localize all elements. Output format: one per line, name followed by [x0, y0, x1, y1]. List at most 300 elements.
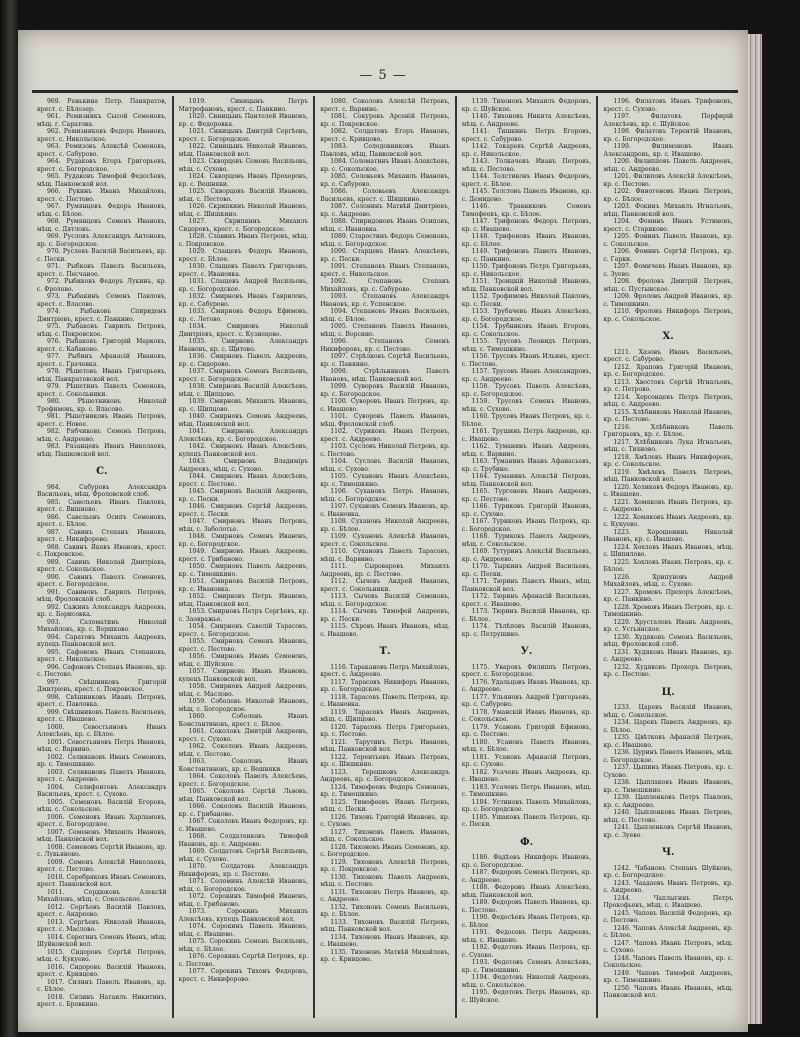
list-entry: 992. Сажинъ Александръ Андреевъ, кр. с. Борисовка.: [37, 603, 167, 618]
list-entry: 1230. Худяковъ Семенъ Васильевъ, мѣщ. Фроловской слоб.: [603, 633, 733, 648]
list-entry: 1050. Смирновъ Павелъ Андреевъ, кр. с. Тимошкино.: [178, 563, 309, 578]
list-entry: 1088. Спиридоновъ Иванъ Осиповъ, мѣщ. с. Ивановка.: [320, 218, 450, 233]
list-entry: 1060. Соболевъ Иванъ Константиновъ, крест. с. Бѣлое.: [178, 713, 309, 728]
list-entry: 1171. Тюринъ Павелъ Иванъ, мѣщ. Панковской вол.: [461, 578, 592, 593]
list-entry: 1014. Серегинъ Семенъ Иванъ, мѣщ. Шуйковской вол.: [37, 933, 167, 948]
list-entry: 1106. Сухановъ Петръ Ивановъ, мѣщ. с. Богородское.: [320, 488, 450, 503]
list-entry: 1131. Тихоновъ Петръ Ивановъ, кр. с. Андреево.: [320, 888, 450, 903]
list-entry: 1003. Селивановъ Павелъ Ивановъ, крест. с. Андреево.: [37, 768, 167, 783]
list-entry: 1026. Скрипкинъ Николай Ивановъ, мѣщ. с. Шишкино.: [178, 203, 309, 218]
list-entry: 1095. Степановъ Павелъ Ивановъ, мѣщ. с. Ворсино.: [320, 323, 450, 338]
list-entry: 1195. Федотовъ Петръ Ивановъ, кр. с. Шуйское.: [461, 989, 592, 1004]
list-entry: 1053. Смирновъ Петръ Сергѣевъ, кр. с. Заовражье.: [178, 608, 309, 623]
list-entry: 964. Рудаковъ Егоръ Григорьевъ, крест. с. Богородское.: [37, 158, 167, 173]
list-entry: 1101. Суворовъ Павелъ Ивановъ, мѣщ. Фроловской слоб.: [320, 413, 450, 428]
list-entry: 1019. Синицынъ Петръ Митрофановъ, крест. с. Панкино.: [178, 98, 309, 113]
list-entry: 1219. Хмѣлевъ Павелъ Петровъ, мѣщ. Панковской вол.: [603, 468, 733, 483]
list-entry: 1142. Токаревъ Сергѣй Андреевъ, кр. с. Никольское.: [461, 143, 592, 158]
columns-container: [32, 96, 738, 1018]
list-entry: 1117. Тарасовъ Никифоръ Ивановъ, кр. с. Богородское.: [320, 678, 450, 693]
list-entry: 1048. Смирновъ Семенъ Ивановъ, кр. с. Богородское.: [178, 533, 309, 548]
list-entry: 1104. Сусловъ Василій Ивановъ, мѣщ. с. Сухово.: [320, 458, 450, 473]
list-entry: 1010. Серебряковъ Иванъ Семеновъ, крест. Панковской вол.: [37, 873, 167, 888]
list-entry: 1216. Хлѣбниковъ Павелъ Григорьевъ, кр. с. Бѣлое.: [603, 423, 733, 438]
list-entry: 1223. Хорошенинъ Николай Ивановъ, кр. с. Ивашево.: [603, 528, 733, 543]
list-entry: 967. Румянцевъ Федоръ Ивановъ, мѣщ. с. Бѣлое.: [37, 203, 167, 218]
list-entry: 1000. Севостьяновъ Иванъ Алексѣевъ, кр. с. Бѣлое.: [37, 723, 167, 738]
list-entry: 1170. Тыркинъ Андрей Васильевъ, кр. с. Пески.: [461, 563, 592, 578]
list-entry: 1062. Соколовъ Иванъ Андреевъ, мѣщ. с. Пестово.: [178, 743, 309, 758]
list-entry: 969. Ренькина Петр. Панкратов, крест. с. Бѣлозер.: [37, 98, 167, 113]
list-entry: 1089. Старостинъ Федоръ Семеновъ, мѣщ. с. Богородское.: [320, 233, 450, 248]
list-entry: 1174. Тѣлѣповъ Василій Ивановъ, кр. с. Петрушино.: [461, 623, 592, 638]
list-entry: 1203. Фокинъ Михаилъ Игнатьевъ, мѣщ. Панковской вол.: [603, 203, 733, 218]
list-entry: 981. Рѣшетниковъ Иванъ Петровъ, крест. с. Новое.: [37, 413, 167, 428]
list-entry: 1039. Смирновъ Михаилъ Ивановъ, кр. с. Щипцово.: [178, 398, 309, 413]
list-entry: 1198. Филатовъ Терентій Ивановъ, кр. с. Богородское.: [603, 128, 733, 143]
column-4: [457, 96, 599, 1018]
list-entry: 1127. Тихоновъ Павелъ Ивановъ, мѣщ. с. Сокольское.: [320, 828, 450, 843]
list-entry: 987. Савинъ Степанъ Ивановъ, крест. с. Никифорово.: [37, 528, 167, 543]
list-entry: 1176. Удальцовъ Иванъ Ивановъ, кр. с. Андреево.: [461, 678, 592, 693]
list-entry: 1074. Сорокинъ Павелъ Ивановъ, мѣщ. с. Ивашево.: [178, 923, 309, 938]
list-entry: 1245. Чаповъ Василій Федоровъ, кр. с. Пестово.: [603, 909, 733, 924]
list-entry: 1049. Смирновъ Иванъ Андреевъ, крест. с. Грибаново.: [178, 548, 309, 563]
list-entry: 1158. Трусовъ Павелъ Алексѣевъ, кр. с. Богородское.: [461, 383, 592, 398]
list-entry: 1041. Смирновъ Александръ Алексѣевъ, кр. с. Богородское.: [178, 428, 309, 443]
list-entry: 963. Ремизовъ Алексѣй Семеновъ, крест. с. Сабурово.: [37, 143, 167, 158]
list-entry: 1139. Тихоновъ Михаилъ Федоровъ, кр. с. Шуйское.: [461, 98, 592, 113]
list-entry: 1061. Соколовъ Дмитрій Андреевъ, крест. с. Сухово.: [178, 728, 309, 743]
list-entry: 994. Саратовъ Михаилъ Андреевъ, купецъ Панковской вол.: [37, 633, 167, 648]
list-entry: 1110. Сухановъ Павелъ Тарасовъ, мѣщ. с. Варвино.: [320, 548, 450, 563]
book-binding: [0, 0, 18, 1037]
list-entry: 1144. Толстиковъ Иванъ Федоровъ, крест. с. Бѣлое.: [461, 173, 592, 188]
list-entry: 1063. Соколовъ Иванъ Константиновъ, кр. с. Вешняки.: [178, 758, 309, 773]
list-entry: 982. Рябчиковъ Семенъ Петровъ, мѣщ. с. Андреево.: [37, 428, 167, 443]
list-entry: 1128. Тихоновъ Иванъ Семеновъ, кр. с. Богородское.: [320, 843, 450, 858]
list-entry: 1205. Фоминъ Павелъ Ивановъ, кр. с. Сокольское.: [603, 233, 733, 248]
list-entry: 1201. Филиповъ Алексѣй Алексѣевъ, кр. с. Пестово.: [603, 173, 733, 188]
list-entry: 986. Савельевъ Осипъ Семеновъ, крест. с. Бѣлое.: [37, 513, 167, 528]
list-entry: 1100. Суворовъ Иванъ Петровъ, кр. с. Ивашево.: [320, 398, 450, 413]
list-entry: 1210. Фроловъ Никифоръ Петровъ, кр. с. Сокольское.: [603, 308, 733, 323]
list-entry: 1235. Цвѣтковъ Афанасій Петровъ, кр. с. Ивашево.: [603, 734, 733, 749]
list-entry: 1098. Стрѣльниковъ Павелъ Ивановъ, мѣщ. Панковской вол.: [320, 368, 450, 383]
list-entry: 972. Рыбиковъ Федоръ Лукинъ, кр. с. Фролово.: [37, 278, 167, 293]
list-entry: 1021. Синицынъ Дмитрій Сергѣевъ, крест. с. Богородское.: [178, 128, 309, 143]
list-entry: 1071. Соломинъ Алексѣй Ивановъ, мѣщ. с. Богородское.: [178, 878, 309, 893]
list-entry: 1065. Соколовъ Сергѣй Львовъ, мѣщ. Панковской вол.: [178, 788, 309, 803]
list-entry: 1204. Фоминъ Иванъ Устиновъ, крест. с. Стариково.: [603, 218, 733, 233]
list-entry: 1150. Трифоновъ Петръ Григорьевъ, кр. с. Никольское.: [461, 263, 592, 278]
list-entry: 1153. Трубачевъ Иванъ Алексѣевъ, кр. с. Богородское.: [461, 308, 592, 323]
list-entry: 1055. Смирновъ Семенъ Ивановъ, крест. с. Пестово.: [178, 638, 309, 653]
list-entry: 1242. Чабановъ Степанъ Шуйковъ, кр. с. Богородское.: [603, 864, 733, 879]
list-entry: 1094. Степановъ Иванъ Васильевъ, мѣщ. с. Бѣлое.: [320, 308, 450, 323]
list-entry: 1038. Смирновъ Василій Алексѣевъ, мѣщ. с. Щипцово.: [178, 383, 309, 398]
list-entry: 1161. Трушинъ Петръ Андреевъ, кр. с. Ивашево.: [461, 428, 592, 443]
list-entry: 1069. Солдатовъ Сергѣй Васильевъ, мѣщ. с. Сухово.: [178, 848, 309, 863]
list-entry: 961. Ремизникъ Сысой Семеновъ, мѣщ. г. Саратова.: [37, 113, 167, 128]
list-entry: 970. Руслевъ Василій Васильевъ, кр. с. Пески.: [37, 248, 167, 263]
list-entry: 1087. Солонинъ Матвѣй Дмитріевъ, кр. с. Андреево.: [320, 203, 450, 218]
section-letter: Т.: [379, 646, 391, 657]
list-entry: 1006. Семеновъ Иванъ Харламовъ, крест. с. Богородское.: [37, 813, 167, 828]
list-entry: 1022. Синицынъ Николай Ивановъ, мѣщ. Панковской вол.: [178, 143, 309, 158]
list-entry: 976. Рыбаковъ Григорій Марковъ, крест. с. Кабаново.: [37, 338, 167, 353]
list-entry: 1115. Сѣровъ Иванъ Ивановъ, мѣщ. с. Ивашево.: [320, 623, 450, 638]
list-entry: 1073. Сорокинъ Михаилъ Алексѣевъ, купецъ Панковской вол.: [178, 908, 309, 923]
list-entry: 1202. Финогеновъ Иванъ Петровъ, кр. с. Бѣлое.: [603, 188, 733, 203]
column-5: [598, 96, 738, 1018]
list-entry: 1082. Солдатовъ Егоръ Ивановъ, крест. с. Кривцово.: [320, 128, 450, 143]
list-entry: 1113. Сычевъ Василій Семеновъ, мѣщ. с. Богородское.: [320, 593, 450, 608]
list-entry: 1249. Чаповъ Тимофей Андреевъ, кр. с. Тимошкино.: [603, 969, 733, 984]
list-entry: 1075. Сорокинъ Семенъ Васильевъ, мѣщ. с. Бѣлое.: [178, 938, 309, 953]
list-entry: 1032. Смирновъ Иванъ Гавриловъ, кр. с. Сабурово.: [178, 293, 309, 308]
list-entry: 1029. Слащевъ Федоръ Ивановъ, крест. с. Бѣлое.: [178, 248, 309, 263]
list-entry: 1122. Терентьевъ Иванъ Петровъ, кр. с. Шишкино.: [320, 753, 450, 768]
list-entry: 1072. Сорокинъ Тимофей Ивановъ, мѣщ. с. Грибаново.: [178, 893, 309, 908]
list-entry: 1179. Усановъ Григорій Ефимовъ, кр. с. Пестово.: [461, 723, 592, 738]
list-entry: 1208. Фроловъ Дмитрій Петровъ, мѣщ. с. Пустынское.: [603, 278, 733, 293]
header-rule: [32, 90, 738, 93]
list-entry: 1151. Троицкій Николай Ивановъ, мѣщ. Панковской вол.: [461, 278, 592, 293]
list-entry: 1189. Федоровъ Павелъ Ивановъ, кр. с. Пестово.: [461, 899, 592, 914]
list-entry: 1141. Тишкинъ Петръ Егоровъ, крест. с. Сабурово.: [461, 128, 592, 143]
list-entry: 1120. Тарасовъ Петръ Григорьевъ, кр. с. Пестово.: [320, 723, 450, 738]
list-entry: 1157. Трусовъ Иванъ Александровъ, кр. с. Андреево.: [461, 368, 592, 383]
list-entry: 1162. Туманинъ Иванъ Андреевъ, мѣщ. с. Варвино.: [461, 443, 592, 458]
list-entry: 962. Ремизниковъ Федоръ Ивановъ, крест. с. Никольское.: [37, 128, 167, 143]
list-entry: 979. Рѣшетинъ Павелъ Семеновъ, крест. с. Сокольники.: [37, 383, 167, 398]
list-entry: 1199. Филимоновъ Иванъ Александровъ, кр. с. Ивашево.: [603, 143, 733, 158]
list-entry: 1172. Тюринъ Афанасій Васильевъ, крест. с. Ивашево.: [461, 593, 592, 608]
list-entry: 1011. Сердюковъ Алексѣй Михайловъ, мѣщ. с. Сокольское.: [37, 888, 167, 903]
list-entry: 978. Рѣшетовъ Иванъ Григорьевъ, мѣщ. Панкратовской вол.: [37, 368, 167, 383]
list-entry: 985. Савельевъ Иванъ Павловъ, крест. с. Вишнево.: [37, 498, 167, 513]
list-entry: 1149. Трифоновъ Павелъ Ивановъ, кр. с. Панкино.: [461, 248, 592, 263]
list-entry: 1178. Уманскій Иванъ Ивановъ, кр. с. Сокольское.: [461, 708, 592, 723]
list-entry: 997. Свѣшниковъ Григорій Дмитріевъ, крест. с. Покровское.: [37, 678, 167, 693]
list-entry: 1186. Фадѣевъ Никифоръ Ивановъ, кр. с. Богородское.: [461, 854, 592, 869]
list-entry: 1102. Суриковъ Иванъ Петровъ, крест. с. Андреево.: [320, 428, 450, 443]
list-entry: 1056. Смирновъ Иванъ Семеновъ, мѣщ. с. Шуйское.: [178, 653, 309, 668]
list-entry: 1105. Сухановъ Иванъ Алексѣевъ, кр. с. Тимошкино.: [320, 473, 450, 488]
list-entry: 1184. Устиновъ Павелъ Михайловъ, кр. с. Богородское.: [461, 798, 592, 813]
list-entry: 1246. Чаповъ Алексѣй Андреевъ, кр. с. Бѣлое.: [603, 924, 733, 939]
list-entry: 1035. Смирновъ Александръ Ивановъ, кр. с. Щитово.: [178, 338, 309, 353]
list-entry: 1197. Филатовъ Порфирій Алексѣевъ, кр. с. Шуйское.: [603, 113, 733, 128]
list-entry: 988. Савинъ Яковъ Ивановъ, крест. с. Покровское.: [37, 543, 167, 558]
list-entry: 1192. Федотовъ Иванъ Петровъ, кр. с. Сухово.: [461, 944, 592, 959]
section-letter: Ч.: [661, 847, 675, 858]
section-letter: С.: [96, 466, 108, 477]
list-entry: 1121. Тарутинъ Петръ Ивановъ, мѣщ. Панковской вол.: [320, 738, 450, 753]
list-entry: 974. Рыбаковъ Спиридонъ Дмитріевъ, крест. с. Панкино.: [37, 308, 167, 323]
list-entry: 1058. Смирновъ Андрей Андреевъ, мѣщ. с. Маслово.: [178, 683, 309, 698]
list-entry: 1135. Тихоновъ Матвѣй Михайловъ, кр. с. Кривцово.: [320, 948, 450, 963]
list-entry: 1167. Туриковъ Иванъ Петровъ, кр. с. Богородское.: [461, 518, 592, 533]
list-entry: 1152. Трофимовъ Николай Павловъ, кр. с. Пески.: [461, 293, 592, 308]
list-entry: 1007. Семеновъ Михаилъ Ивановъ, мѣщ. Панковской вол.: [37, 828, 167, 843]
list-entry: 1064. Соколовъ Павелъ Алексѣевъ, крест. с. Богородское.: [178, 773, 309, 788]
list-entry: 1243. Чаадаевъ Иванъ Петровъ, кр. с. Андреево.: [603, 879, 733, 894]
list-entry: 1130. Тихоновъ Павелъ Андреевъ, мѣщ. с. Пестово.: [320, 873, 450, 888]
list-entry: 965. Рудаковъ Тимофей Федосѣевъ, мѣщ. Панковской вол.: [37, 173, 167, 188]
list-entry: 1107. Сухановъ Семенъ Ивановъ, кр. с. Ивановка.: [320, 503, 450, 518]
list-entry: 1126. Тиховъ Григорій Ивановъ, кр. с. Сухово.: [320, 813, 450, 828]
list-entry: 1023. Скворцовъ Семенъ Васильевъ, мѣщ. с. Сухово.: [178, 158, 309, 173]
list-entry: 1200. Филипповъ Павелъ Андреевъ, мѣщ. с. Андреево.: [603, 158, 733, 173]
list-entry: 1155. Трусовъ Леонидъ Петровъ, мѣщ. с. Тимошкино.: [461, 338, 592, 353]
section-letter: Ф.: [520, 836, 534, 848]
list-entry: 1196. Филатовъ Иванъ Трифоновъ, крест. с. Сухово.: [603, 98, 733, 113]
list-entry: 1209. Фроловъ Андрей Ивановъ, кр. с. Тимошкино.: [603, 293, 733, 308]
list-entry: 1097. Стрѣлковъ Сергѣй Васильевъ, кр. с. Панкино.: [320, 353, 450, 368]
list-entry: 1034. Смирновъ Николай Дмитріевъ, крест. с. Кузнецово.: [178, 323, 309, 338]
list-entry: 1054. Смирновъ Савелій Тарасовъ, крест. с. Богородское.: [178, 623, 309, 638]
list-entry: 1183. Усачевъ Петръ Ивановъ, мѣщ. с. Тимошкино.: [461, 783, 592, 798]
list-entry: 1232. Худяковъ Прохоръ Петровъ, кр. с. Пестово.: [603, 663, 733, 678]
list-entry: 973. Рыбакинъ Семенъ Павловъ, крест. с. Власово.: [37, 293, 167, 308]
list-entry: 1085. Соловьевъ Михаилъ Ивановъ, кр. с. Сабурово.: [320, 173, 450, 188]
list-entry: 1143. Толкачевъ Иванъ Петровъ, мѣщ. с. Пестово.: [461, 158, 592, 173]
list-entry: 1237. Цыпинъ Иванъ Петровъ, кр. с. Сухово.: [603, 764, 733, 779]
list-entry: 1099. Суворовъ Василій Ивановъ, кр. с. Богородское.: [320, 383, 450, 398]
list-entry: 1119. Тарасовъ Иванъ Андреевъ, мѣщ. с. Щипцово.: [320, 708, 450, 723]
list-entry: 1028. Славинъ Иванъ Петровъ, мѣщ. с. Покровское.: [178, 233, 309, 248]
list-entry: 1187. Федоровъ Семенъ Петровъ, кр. с. Андреево.: [461, 869, 592, 884]
list-entry: 969. Русловъ Александръ Антоновъ, кр. с. Богородское.: [37, 233, 167, 248]
list-entry: 996. Сафоновъ Степанъ Ивановъ, кр. с. Пестово.: [37, 663, 167, 678]
column-1: [32, 96, 174, 1018]
list-entry: 1009. Семенъ Алексѣй Николаевъ, крест. с. Пестово.: [37, 858, 167, 873]
list-entry: 1015. Сидоровъ Сергѣй Петровъ, мѣщ. с. Кукуево.: [37, 948, 167, 963]
list-entry: 1129. Тихоновъ Алексѣй Петровъ, кр. с. Покровское.: [320, 858, 450, 873]
list-entry: 1173. Тюринъ Василій Ивановъ, кр. с. Бѣлое.: [461, 608, 592, 623]
list-entry: 1146. Травниковъ Семенъ Тимофеевъ, кр. с. Бѣлое.: [461, 203, 592, 218]
list-entry: 1194. Федотовъ Николай Андреевъ, мѣщ. с. Сокольское.: [461, 974, 592, 989]
list-entry: 1020. Синицынъ Пантелей Ивановъ, кр. с. Федоровка.: [178, 113, 309, 128]
page-edge: [748, 34, 762, 1024]
list-entry: 1027. Скрипкинъ Михаилъ Сидоровъ, крест. с. Богородское.: [178, 218, 309, 233]
list-entry: 1182. Усачевъ Иванъ Андреевъ, кр. с. Ивашево.: [461, 768, 592, 783]
list-entry: 984. Сабуровъ Александръ Васильевъ, мѣщ. Фроловской слоб.: [37, 483, 167, 498]
list-entry: 990. Савинъ Павелъ Семеновъ, крест. с. Богородское.: [37, 573, 167, 588]
list-entry: 977. Рыбинъ Афанасій Ивановъ, крест. с. Грачевка.: [37, 353, 167, 368]
list-entry: 1222. Хомяковъ Иванъ Андреевъ, кр. с. Кукуево.: [603, 513, 733, 528]
list-entry: 1213. Хвостовъ Сергѣй Игнатьевъ, кр. с. Петрово.: [603, 378, 733, 393]
list-entry: 1044. Смирновъ Иванъ Алексѣевъ, крест. с. Пестово.: [178, 473, 309, 488]
list-entry: 1076. Сорокинъ Сергѣй Петровъ, кр. с. Пестово.: [178, 953, 309, 968]
list-entry: 998. Свѣшниковъ Иванъ Петровъ, крест. с. Павловка.: [37, 693, 167, 708]
list-entry: 1169. Тутуринъ Алексѣй Васильевъ, кр. с. Андреево.: [461, 548, 592, 563]
list-entry: 1004. Селифонтовъ Александръ Васильевъ, крест. с. Сухово.: [37, 783, 167, 798]
list-entry: 1016. Сидоровъ Василій Ивановъ, крест. с. Кривцово.: [37, 963, 167, 978]
list-entry: 1096. Степановъ Семенъ Никифоровъ, кр. с. Пестово.: [320, 338, 450, 353]
list-entry: 975. Рыбаковъ Гаврилъ Петровъ, мѣщ. с. Покровское.: [37, 323, 167, 338]
list-entry: 993. Саломатинъ Николай Михайловъ, кр. с. Вершково.: [37, 618, 167, 633]
list-entry: 1013. Сергѣевъ Николай Ивановъ, крест. с. Маслово.: [37, 918, 167, 933]
list-entry: 1191. Федосовъ Петръ Андреевъ, мѣщ. с. Ивашево.: [461, 929, 592, 944]
column-2: [174, 96, 316, 1018]
list-entry: 1163. Туманинъ Иванъ Афанасьевъ, кр. с. Трубино.: [461, 458, 592, 473]
list-entry: 1145. Толстовъ Павелъ Ивановъ, кр. с. Демидово.: [461, 188, 592, 203]
list-entry: 1217. Хлѣбниковъ Лука Игнатьевъ, мѣщ. с. Тихново.: [603, 438, 733, 453]
list-entry: 1240. Цыпленковъ Иванъ Петровъ, мѣщ. с. Пестово.: [603, 809, 733, 824]
list-entry: 1018. Силинъ Натаилъ Никитинъ, крест. с. Бровкино.: [37, 993, 167, 1008]
list-entry: 1001. Севостьяновъ Петръ Ивановъ, мѣщ. с. Варвино.: [37, 738, 167, 753]
list-entry: 1043. Смирновъ Владиміръ Андреевъ, мѣщ. с. Сухово.: [178, 458, 309, 473]
list-entry: 1025. Скворцовъ Василій Ивановъ, мѣщ. с. Пестово.: [178, 188, 309, 203]
list-entry: 980. Рѣшетниковъ Николай Трофимовъ, кр. с. Власово.: [37, 398, 167, 413]
list-entry: 1092. Степановъ Степанъ Михайловъ, кр. с. Сабурово.: [320, 278, 450, 293]
list-entry: 1116. Таракановъ Петръ Михайловъ, крест. с. Андреево.: [320, 663, 450, 678]
list-entry: 1134. Тихоновъ Иванъ Ивановъ, кр. с. Ивашево.: [320, 933, 450, 948]
list-entry: 1140. Тихоновъ Никита Алексѣевъ, мѣщ. с. Андреево.: [461, 113, 592, 128]
list-entry: 1164. Туманинъ Алексѣй Петровъ, мѣщ. Панковской вол.: [461, 473, 592, 488]
list-entry: 1033. Смирновъ Федоръ Ефимовъ, кр. с. Летово.: [178, 308, 309, 323]
list-entry: 1040. Смирновъ Семенъ Андреевъ, мѣщ. Панковской вол.: [178, 413, 309, 428]
list-entry: 1012. Сергѣевъ Василій Павловъ, крест. с. Андреево.: [37, 903, 167, 918]
list-entry: 1031. Слащевъ Андрей Васильевъ, кр. с. Богородское.: [178, 278, 309, 293]
list-entry: 966. Рукинъ Иванъ Михайловъ, крест. с. Пестово.: [37, 188, 167, 203]
list-entry: 1123. Терешковъ Александръ Андреевъ, кр. с. Богородское.: [320, 768, 450, 783]
list-entry: 1114. Сычевъ Тимофей Андреевъ, кр. с. Пески.: [320, 608, 450, 623]
list-entry: 1181. Усановъ Афанасій Петровъ, кр. с. Сухово.: [461, 753, 592, 768]
list-entry: 1045. Смирновъ Василій Андреевъ, кр. с. Пески.: [178, 488, 309, 503]
section-letter: Ц.: [661, 686, 675, 698]
list-entry: 1086. Соловьевъ Александръ Васильевъ, крест. с. Шишкино.: [320, 188, 450, 203]
page-number: — 5 —: [359, 68, 407, 83]
list-entry: 1051. Смирновъ Василій Петровъ, кр. с. Ивановка.: [178, 578, 309, 593]
list-entry: 1175. Уваровъ Филиппъ Петровъ, крест. с. Богородское.: [461, 663, 592, 678]
list-entry: 1241. Цыпленковъ Сергѣй Ивановъ, кр. с. Зуево.: [603, 824, 733, 839]
list-entry: 1068. Солдатенковъ Тимофей Ивановъ, кр. с. Андреево.: [178, 833, 309, 848]
list-entry: 1002. Селивановъ Иванъ Семеновъ, кр. с. Тимошкино.: [37, 753, 167, 768]
list-entry: 1118. Тарасовъ Павелъ Петровъ, кр. с. Ивановка.: [320, 693, 450, 708]
list-entry: 1103. Сусловъ Николай Петровъ, кр. с. Пестово.: [320, 443, 450, 458]
column-3: [315, 96, 457, 1018]
list-entry: 1057. Смирновъ Иванъ Ивановъ, купецъ Панковской вол.: [178, 668, 309, 683]
list-entry: 1125. Тимофеевъ Иванъ Петровъ, мѣщ. с. Пески.: [320, 798, 450, 813]
list-entry: 1166. Туриковъ Григорій Ивановъ, кр. с. Сухово.: [461, 503, 592, 518]
list-entry: 1147. Трифоновъ Федоръ Петровъ, кр. с. Ивашево.: [461, 218, 592, 233]
list-entry: 1193. Федотовъ Семенъ Алексѣевъ, кр. с. Тимошкино.: [461, 959, 592, 974]
list-entry: 1206. Фоминъ Сергѣй Петровъ, кр. с. Гарки.: [603, 248, 733, 263]
list-entry: 989. Савинъ Николай Дмитріевъ, крест. с. Сокольское.: [37, 558, 167, 573]
list-entry: 1108. Сухановъ Николай Андреевъ, кр. с. Бѣлое.: [320, 518, 450, 533]
list-entry: 1112. Сычевъ Андрей Ивановъ, крест. с. Сокольники.: [320, 578, 450, 593]
list-entry: 1109. Сухановъ Алексѣй Ивановъ, крест. с. Сокольское.: [320, 533, 450, 548]
list-entry: 1008. Семеновъ Сергѣй Ивановъ, кр. с. Лукьяново.: [37, 843, 167, 858]
list-entry: 1228. Хромовъ Иванъ Петровъ, кр. с. Тимошкино.: [603, 603, 733, 618]
list-entry: 1250. Чаповъ Иванъ Ивановъ, мѣщ. Панковской вол.: [603, 984, 733, 999]
list-entry: 995. Сафоновъ Иванъ Степановъ, крест. с. Никольское.: [37, 648, 167, 663]
list-entry: 1218. Хмѣлевъ Иванъ Никифоровъ, кр. с. Сокольское.: [603, 453, 733, 468]
list-entry: 1227. Хромовъ Прохоръ Алексѣевъ, кр. с. Панкино.: [603, 588, 733, 603]
list-entry: 1046. Смирновъ Сергѣй Андреевъ, крест. с. Пески.: [178, 503, 309, 518]
list-entry: 1059. Соболевъ Николай Ивановъ, мѣщ. с. Богородское.: [178, 698, 309, 713]
list-entry: 1133. Тихоновъ Василій Петровъ, мѣщ. Панковской вол.: [320, 918, 450, 933]
section-letter: Х.: [662, 331, 674, 342]
list-entry: 1211. Хазовъ Иванъ Васильевъ, крест. с. Сабурово.: [603, 348, 733, 363]
list-entry: 983. Рязанцевъ Иванъ Николаевъ, мѣщ. Пашковской вол.: [37, 443, 167, 458]
list-entry: 1005. Семеновъ Василій Егоровъ, мѣщ. с. Сокольское.: [37, 798, 167, 813]
list-entry: 999. Свѣшниковъ Павелъ Васильевъ, крест. с. Ивашево.: [37, 708, 167, 723]
list-entry: 1188. Федоровъ Иванъ Алексѣевъ, мѣщ. Панковской вол.: [461, 884, 592, 899]
list-entry: 1067. Соколовъ Иванъ Федоровъ, кр. с. Ивашево.: [178, 818, 309, 833]
list-entry: 1052. Смирновъ Петръ Ивановъ, мѣщ. Панковской вол.: [178, 593, 309, 608]
list-entry: 1165. Тургеневъ Иванъ Андреевъ, кр. с. Пестово.: [461, 488, 592, 503]
list-entry: 1124. Тимофеевъ Федоръ Семеновъ, кр. с. Тимошкино.: [320, 783, 450, 798]
list-entry: 1037. Смирновъ Семенъ Васильевъ, крест. с. Богородское.: [178, 368, 309, 383]
list-entry: 1212. Храповъ Григорій Ивановъ, кр. с. Богородское.: [603, 363, 733, 378]
list-entry: 1168. Туриковъ Павелъ Андреевъ, мѣщ. с. Сокольское.: [461, 533, 592, 548]
list-entry: 1083. Солодовниковъ Иванъ Павловъ, мѣщ. Панковской вол.: [320, 143, 450, 158]
list-entry: 1236. Цуринъ Павелъ Ивановъ, мѣщ. с. Богородское.: [603, 749, 733, 764]
list-entry: 1066. Соколовъ Василій Ивановъ, кр. с. Грибаново.: [178, 803, 309, 818]
list-entry: 1070. Солдатовъ Александръ Никифоровъ, кр. с. Пестово.: [178, 863, 309, 878]
list-entry: 1221. Хомяковъ Иванъ Петровъ, кр. с. Андреево.: [603, 498, 733, 513]
list-entry: 1185. Ушаковъ Павелъ Петровъ, кр. с. Пески.: [461, 813, 592, 828]
list-entry: 1244. Чаплыгинъ Петръ Прокофьевъ, мѣщ. с. Ивашево.: [603, 894, 733, 909]
list-entry: 1226. Хрипуновъ Андрей Михайловъ, мѣщ. с. Сухово.: [603, 573, 733, 588]
list-entry: 1177. Ульяновъ Андрей Григорьевъ, кр. с. Сабурово.: [461, 693, 592, 708]
list-entry: 1248. Чаповъ Павелъ Ивановъ, кр. с. Сокольское.: [603, 954, 733, 969]
list-entry: 991. Савиновъ Гаврилъ Петровъ, мѣщ. Фроловской слоб.: [37, 588, 167, 603]
list-entry: 1093. Степановъ Александръ Ивановъ, кр. с. Успенское.: [320, 293, 450, 308]
list-entry: 1154. Трубниковъ Иванъ Егоровъ, кр. с. Сокольское.: [461, 323, 592, 338]
list-entry: 1024. Скворцовъ Иванъ Прохоровъ, кр. с. Вешняки.: [178, 173, 309, 188]
list-entry: 1224. Хохловъ Иванъ Ивановъ, мѣщ. с. Шипилово.: [603, 543, 733, 558]
list-entry: 1190. Федосѣевъ Иванъ Петровъ, кр. с. Бѣлое.: [461, 914, 592, 929]
list-entry: 1220. Холиковъ Федоръ Ивановъ, кр. с. Ивашево.: [603, 483, 733, 498]
list-entry: 968. Румянцевъ Семенъ Ивановъ, мѣщ. с. Дятловъ.: [37, 218, 167, 233]
list-entry: 1090. Старцевъ Иванъ Алексѣевъ, кр. с. Пески.: [320, 248, 450, 263]
list-entry: 1081. Сокуровъ Арсеній Петровъ, кр. с. Покровское.: [320, 113, 450, 128]
list-entry: 971. Рыбковъ Павелъ Васильевъ, крест. с. Песчаное.: [37, 263, 167, 278]
list-entry: 1239. Цыпленковъ Петръ Павловъ, кр. с. Андреево.: [603, 794, 733, 809]
list-entry: 1148. Трифоновъ Иванъ Ивановъ, кр. с. Бѣлое.: [461, 233, 592, 248]
list-entry: 1207. Фомичевъ Иванъ Ивановъ, кр. с. Зуево.: [603, 263, 733, 278]
document-page: [18, 30, 748, 1032]
list-entry: 1233. Царевъ Василій Ивановъ, мѣщ. с. Сокольское.: [603, 704, 733, 719]
list-entry: 1111. Сыроваровъ Михаилъ Андреевъ, кр. с. Пестово.: [320, 563, 450, 578]
list-entry: 1077. Сорокинъ Тихонъ Федоровъ, крест. с. Никифорово.: [178, 968, 309, 983]
list-entry: 1042. Смирновъ Иванъ Алексѣевъ, купецъ Панковской вол.: [178, 443, 309, 458]
list-entry: 1084. Соломатинъ Иванъ Алексѣевъ, кр. с. Сокольское.: [320, 158, 450, 173]
list-entry: 1231. Худяковъ Иванъ Ивановъ, кр. с. Андреево.: [603, 648, 733, 663]
list-entry: 1080. Соколовъ Алексѣй Петровъ, крест. с. Варвино.: [320, 98, 450, 113]
list-entry: 1238. Цыплаковъ Иванъ Ивановъ, кр. с. Тимошкино.: [603, 779, 733, 794]
list-entry: 1225. Хохловъ Иванъ Петровъ, кр. с. Бѣлое.: [603, 558, 733, 573]
section-letter: У.: [520, 646, 533, 657]
list-entry: 1132. Тихоновъ Семенъ Васильевъ, кр. с. Бѣлое.: [320, 903, 450, 918]
list-entry: 1229. Хрусталевъ Иванъ Андреевъ, кр. с. Устьянское.: [603, 618, 733, 633]
list-entry: 1159. Трусовъ Семенъ Ивановъ, мѣщ. с. Сухово.: [461, 398, 592, 413]
list-entry: 1047. Смирновъ Иванъ Петровъ, мѣщ. с. Заболотье.: [178, 518, 309, 533]
list-entry: 1036. Смирновъ Павелъ Андреевъ, кр. с. Сидорово.: [178, 353, 309, 368]
list-entry: 1156. Трусовъ Иванъ Ильинъ, крест. с. Пестово.: [461, 353, 592, 368]
list-entry: 1247. Чаповъ Иванъ Петровъ, мѣщ. с. Сухово.: [603, 939, 733, 954]
list-entry: 1234. Царевъ Павелъ Андреевъ, кр. с. Бѣлое.: [603, 719, 733, 734]
list-entry: 1030. Слащевъ Павелъ Григорьевъ, крест. с. Ивановка.: [178, 263, 309, 278]
list-entry: 1017. Силинъ Павелъ Ивановъ, кр. с. Бѣлое.: [37, 978, 167, 993]
list-entry: 1180. Усановъ Павелъ Ивановъ, мѣщ. с. Бѣлое.: [461, 738, 592, 753]
